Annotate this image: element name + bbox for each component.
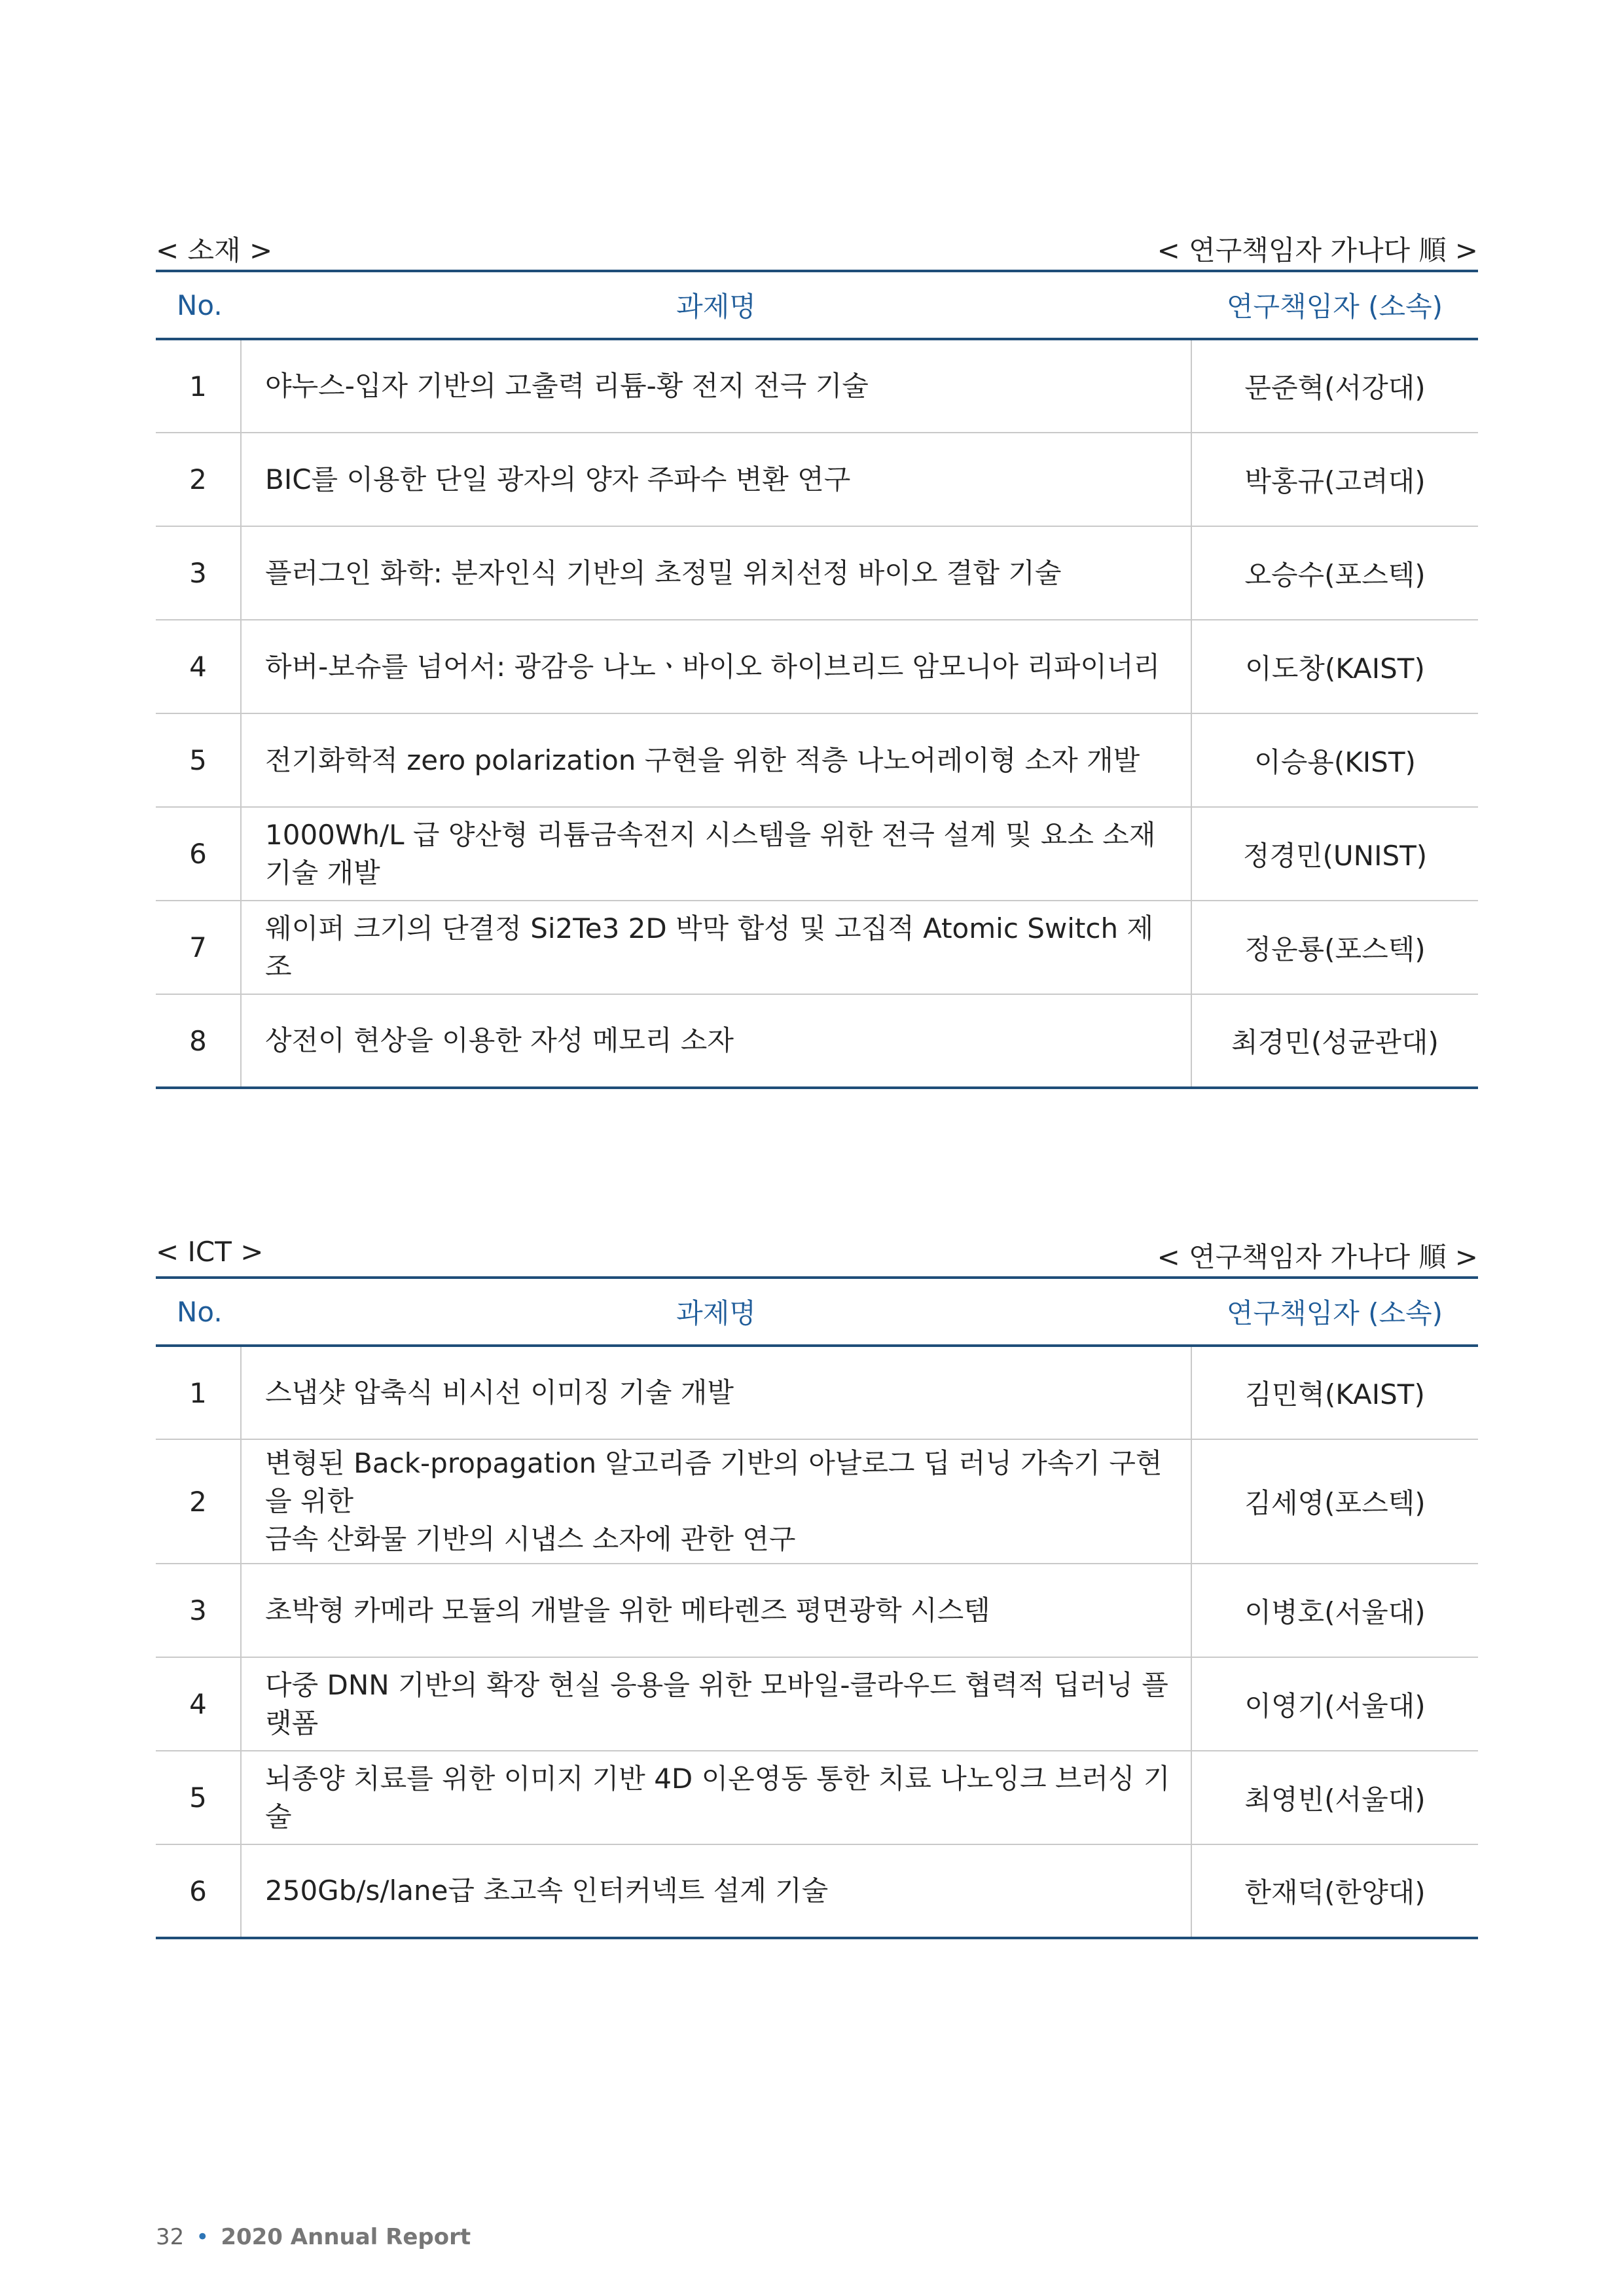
project-title-line: 플러그인 화학: 분자인식 기반의 초정밀 위치선정 바이오 결합 기술 [265, 556, 1062, 589]
header-title: 과제명 [241, 271, 1191, 339]
table-header-row [156, 271, 1478, 339]
project-title [241, 901, 1191, 994]
project-title-line: 250Gb/s/lane급 초고속 인터커넥트 설계 기술 [265, 1874, 829, 1907]
section-label: < ICT > [156, 1236, 264, 1268]
header-pi: 연구책임자 (소속) [1191, 1278, 1478, 1346]
row-number: 4 [156, 1657, 241, 1751]
report-title: 2020 Annual Report [221, 2224, 471, 2250]
ict-section [156, 1229, 1478, 1939]
project-title [241, 807, 1191, 901]
principal-investigator: 이영기(서울대) [1191, 1657, 1478, 1751]
row-number: 1 [156, 1346, 241, 1439]
table-row [156, 1346, 1478, 1439]
header-no: No. [156, 1278, 241, 1346]
project-title [241, 1346, 1191, 1439]
table-row [156, 807, 1478, 901]
order-note: < 연구책임자 가나다 順 > [1157, 234, 1478, 266]
row-number: 5 [156, 1751, 241, 1844]
materials-table [156, 270, 1478, 1089]
principal-investigator: 이도창(KAIST) [1191, 620, 1478, 713]
table-row [156, 1844, 1478, 1938]
ict-table [156, 1276, 1478, 1939]
row-number: 3 [156, 1564, 241, 1657]
project-title [241, 1751, 1191, 1844]
project-title [241, 1564, 1191, 1657]
project-title-line: 초박형 카메라 모듈의 개발을 위한 메타렌즈 평면광학 시스템 [265, 1594, 990, 1626]
row-number: 6 [156, 807, 241, 901]
section-caption-row [156, 223, 1478, 270]
principal-investigator: 김민혁(KAIST) [1191, 1346, 1478, 1439]
header-title: 과제명 [241, 1278, 1191, 1346]
project-title-line: 웨이퍼 크기의 단결정 Si2Te3 2D 박막 합성 및 고집적 Atomic Switch 제조 [265, 912, 1154, 982]
page-number: 32 [156, 2224, 185, 2250]
row-number: 2 [156, 1439, 241, 1564]
project-title-line: 다중 DNN 기반의 확장 현실 응용을 위한 모바일-클라우드 협력적 딥러닝 플랫폼 [265, 1668, 1168, 1739]
principal-investigator: 최영빈(서울대) [1191, 1751, 1478, 1844]
project-title-line: 변형된 Back-propagation 알고리즘 기반의 아날로그 딥 러닝 가속기 구현을 위한 [265, 1447, 1163, 1517]
row-number: 1 [156, 339, 241, 433]
principal-investigator: 이승용(KIST) [1191, 713, 1478, 807]
project-title-line: BIC를 이용한 단일 광자의 양자 주파수 변환 연구 [265, 463, 851, 495]
principal-investigator: 박홍규(고려대) [1191, 433, 1478, 526]
project-title [241, 1844, 1191, 1938]
row-number: 6 [156, 1844, 241, 1938]
materials-section [156, 223, 1478, 1089]
table-row [156, 1657, 1478, 1751]
project-title [241, 620, 1191, 713]
table-header-row [156, 1278, 1478, 1346]
table-row [156, 713, 1478, 807]
page-footer [156, 2224, 471, 2250]
project-title-line: 하버-보슈를 넘어서: 광감응 나노ㆍ바이오 하이브리드 암모니아 리파이너리 [265, 650, 1161, 683]
table-row [156, 526, 1478, 620]
principal-investigator: 정운룡(포스텍) [1191, 901, 1478, 994]
principal-investigator: 정경민(UNIST) [1191, 807, 1478, 901]
row-number: 8 [156, 994, 241, 1088]
header-no: No. [156, 271, 241, 339]
table-row [156, 901, 1478, 994]
table-row [156, 994, 1478, 1088]
project-title [241, 1657, 1191, 1751]
row-number: 3 [156, 526, 241, 620]
project-title [241, 339, 1191, 433]
principal-investigator: 한재덕(한양대) [1191, 1844, 1478, 1938]
table-row [156, 433, 1478, 526]
bullet-icon: • [196, 2224, 209, 2250]
project-title-line: 전기화학적 zero polarization 구현을 위한 적층 나노어레이형 소자 개발 [265, 744, 1140, 776]
table-row [156, 1751, 1478, 1844]
principal-investigator: 문준혁(서강대) [1191, 339, 1478, 433]
project-title [241, 1439, 1191, 1564]
project-title [241, 526, 1191, 620]
section-caption-row [156, 1229, 1478, 1276]
principal-investigator: 김세영(포스텍) [1191, 1439, 1478, 1564]
table-row [156, 1564, 1478, 1657]
project-title-line: 1000Wh/L 급 양산형 리튬금속전지 시스템을 위한 전극 설계 및 요소 소재 기술 개발 [265, 818, 1156, 889]
project-title-line: 뇌종양 치료를 위한 이미지 기반 4D 이온영동 통한 치료 나노잉크 브러싱 기술 [265, 1762, 1170, 1833]
table-row [156, 620, 1478, 713]
table-row [156, 339, 1478, 433]
principal-investigator: 오승수(포스텍) [1191, 526, 1478, 620]
project-title-line: 스냅샷 압축식 비시선 이미징 기술 개발 [265, 1376, 734, 1408]
principal-investigator: 이병호(서울대) [1191, 1564, 1478, 1657]
order-note: < 연구책임자 가나다 順 > [1157, 1241, 1478, 1273]
project-title-line: 야누스-입자 기반의 고출력 리튬-황 전지 전극 기술 [265, 370, 869, 402]
table-body [156, 339, 1478, 1088]
principal-investigator: 최경민(성균관대) [1191, 994, 1478, 1088]
row-number: 7 [156, 901, 241, 994]
row-number: 5 [156, 713, 241, 807]
table-row [156, 1439, 1478, 1564]
header-pi: 연구책임자 (소속) [1191, 271, 1478, 339]
row-number: 4 [156, 620, 241, 713]
section-label: < 소재 > [156, 234, 273, 266]
project-title [241, 994, 1191, 1088]
row-number: 2 [156, 433, 241, 526]
project-title-line: 금속 산화물 기반의 시냅스 소자에 관한 연구 [265, 1523, 796, 1555]
project-title-line: 상전이 현상을 이용한 자성 메모리 소자 [265, 1024, 734, 1056]
project-title [241, 433, 1191, 526]
project-title [241, 713, 1191, 807]
table-body [156, 1346, 1478, 1938]
